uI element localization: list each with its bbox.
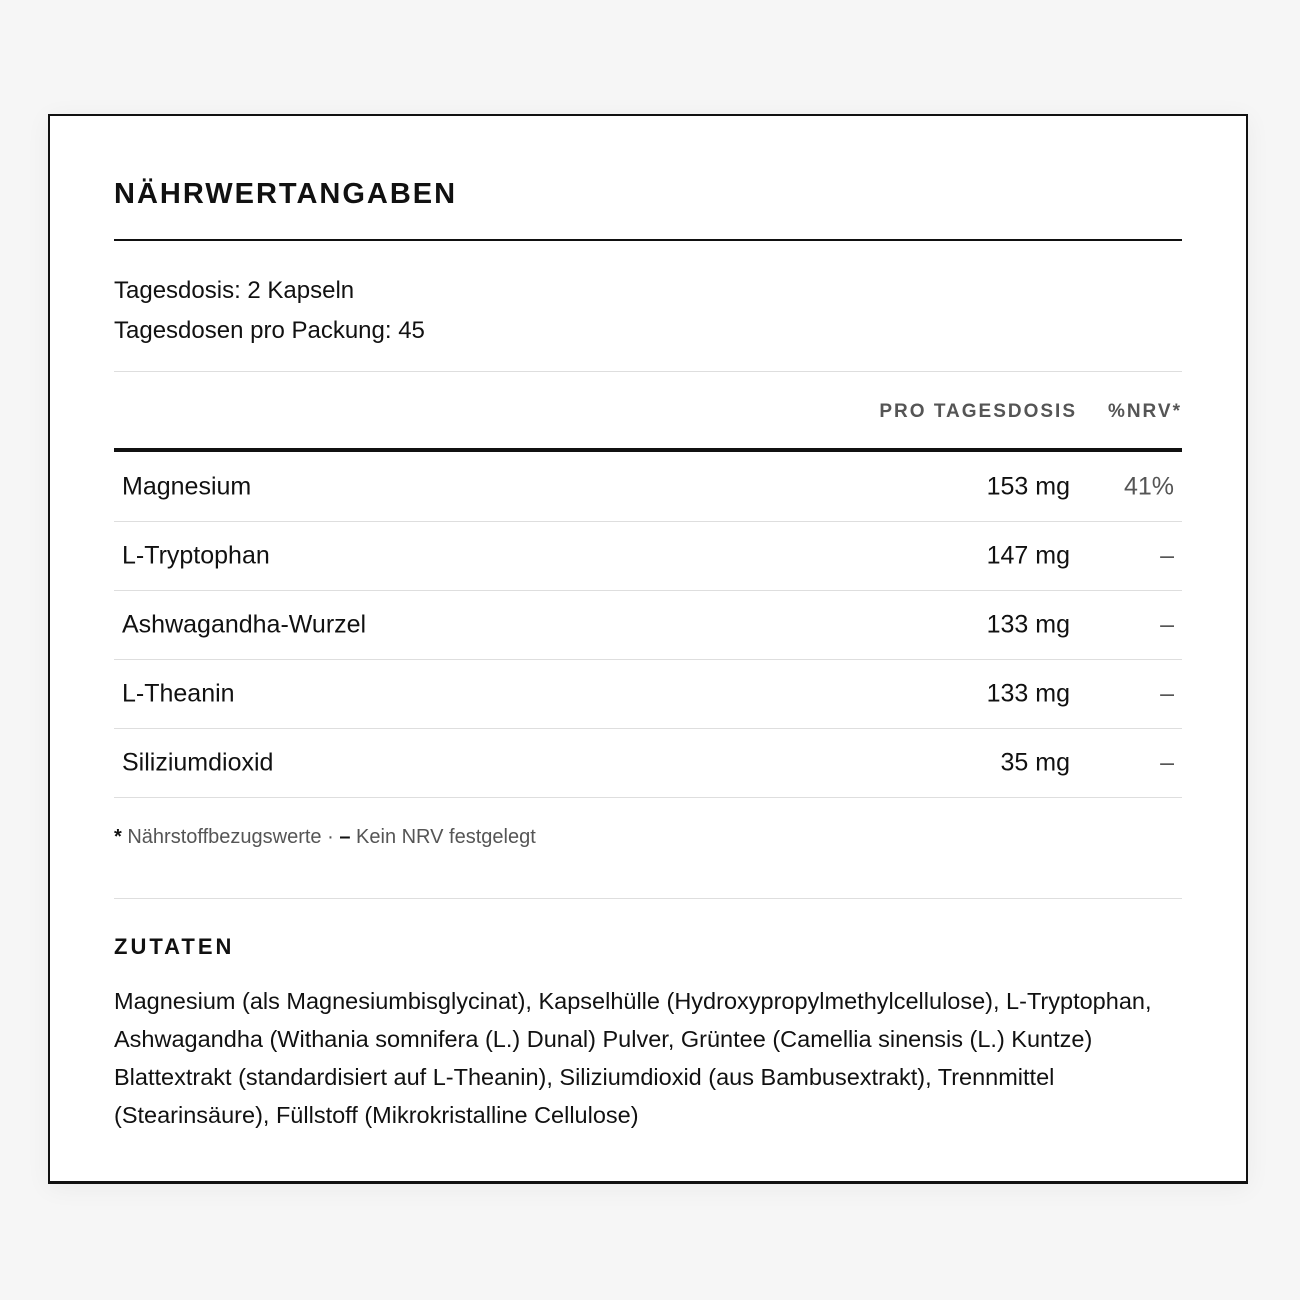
dose-info <box>114 271 425 351</box>
nutrient-amount: 35 mg <box>1000 748 1070 777</box>
nutrient-nrv: – <box>1160 679 1174 708</box>
nutrient-name: Magnesium <box>122 472 252 500</box>
nutrient-nrv: 41% <box>1123 472 1174 500</box>
header-nrv: %NRV* <box>1107 401 1182 422</box>
footnote-separator: · <box>327 826 334 848</box>
nutrient-name: Ashwagandha-Wurzel <box>122 610 367 639</box>
table-header <box>114 401 1182 427</box>
table-row <box>114 729 1182 798</box>
panel-title: NÄHRWERTANGABEN <box>114 178 458 210</box>
servings-per-pack: Tagesdosen pro Packung: 45 <box>114 317 425 344</box>
nutrient-name: L-Theanin <box>122 679 235 708</box>
nutrition-panel <box>48 114 1248 1184</box>
table-row <box>114 591 1182 660</box>
footnote-dash-text: Kein NRV festgelegt <box>356 826 536 848</box>
title-divider <box>114 239 1182 241</box>
nutrient-amount: 133 mg <box>986 610 1070 639</box>
table-row <box>114 452 1182 522</box>
nutrient-amount: 147 mg <box>986 541 1070 570</box>
nutrient-name: Siliziumdioxid <box>122 748 274 777</box>
footnote <box>114 826 536 849</box>
dose-divider <box>114 371 1182 372</box>
nutrient-amount: 133 mg <box>986 679 1070 708</box>
nutrient-nrv: – <box>1160 541 1174 570</box>
nutrient-name: L-Tryptophan <box>122 541 270 570</box>
nutrient-nrv: – <box>1160 610 1174 639</box>
footnote-star-text: Nährstoffbezugswerte <box>127 826 322 848</box>
table-row <box>114 522 1182 591</box>
ingredients-title: ZUTATEN <box>114 934 235 959</box>
ingredients-text: Magnesium (als Magnesiumbisglycinat), Kapselhülle (Hydroxypropylmethylcellulose), L-Tryptophan, Ashwagandha (Withania somnifera (L.) Dunal) Pulver, Grüntee (Camellia sinensis (L.) Kuntze) Blattextrakt (standardisiert auf L-Theanin), Siliziumdioxid (aus Bambusextrakt), Trennmittel (Stearinsäure), Füllstoff (Mikrokristalline Cellulose) <box>114 988 1152 1128</box>
footnote-star: * <box>114 826 122 848</box>
table-row <box>114 660 1182 729</box>
daily-dose: Tagesdosis: 2 Kapseln <box>114 277 355 304</box>
header-amount: PRO TAGESDOSIS <box>879 401 1077 422</box>
nutrient-table <box>114 452 1182 798</box>
nutrient-nrv: – <box>1160 748 1174 777</box>
nutrient-amount: 153 mg <box>986 472 1070 500</box>
ingredients-divider <box>114 898 1182 899</box>
footnote-dash: – <box>339 826 351 848</box>
